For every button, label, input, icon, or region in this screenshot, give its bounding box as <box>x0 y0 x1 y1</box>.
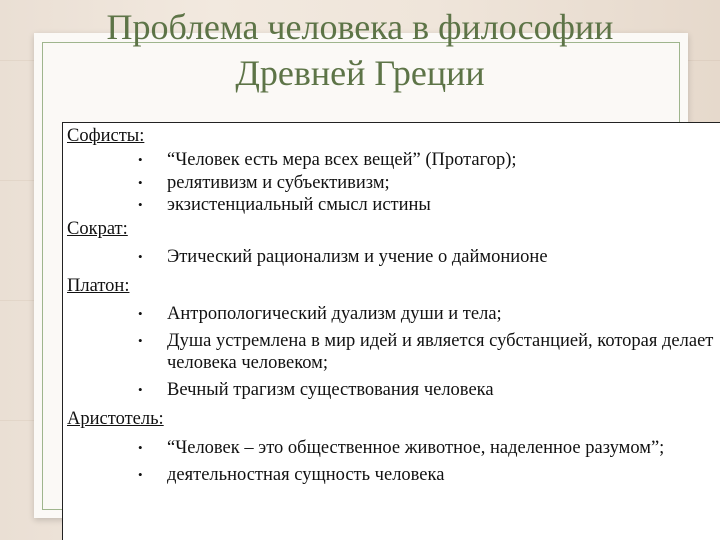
bullet-icon: • <box>138 440 143 455</box>
list-item: • Антропологический дуализм души и тела; <box>138 304 502 324</box>
section-sophists <box>67 124 717 217</box>
list-item: • Этический рационализм и учение о даймонионе <box>138 246 548 267</box>
bullet-icon: • <box>138 381 143 397</box>
bullet-icon: • <box>138 174 143 190</box>
section-heading: Платон: <box>67 276 130 296</box>
bullet-icon: • <box>138 332 143 348</box>
bullet-icon: • <box>138 197 143 212</box>
list-item: • “Человек есть мера всех вещей” (Протагор); <box>138 150 517 170</box>
section-heading: Софисты: <box>67 126 145 146</box>
bullet-icon: • <box>138 466 143 482</box>
section-socrates <box>67 217 717 269</box>
list-item: • “Человек – это общественное животное, наделенное разумом”; <box>138 438 665 458</box>
section-heading: Сократ: <box>67 218 128 239</box>
slide-title <box>0 4 720 96</box>
list-item: • деятельностная сущность человека <box>138 464 445 485</box>
section-plato <box>67 274 717 401</box>
bullet-icon: • <box>138 152 143 167</box>
list-item: • релятивизм и субъективизм; <box>138 172 390 193</box>
title-line-2: Древней Греции <box>235 53 485 93</box>
list-item: • Вечный трагизм существования человека <box>138 379 494 400</box>
bullet-icon: • <box>138 306 143 321</box>
title-line-1: Проблема человека в философии <box>106 7 614 47</box>
list-item: • экзистенциальный смысл истины <box>138 195 431 215</box>
section-aristotle <box>67 407 717 486</box>
bullet-icon: • <box>138 248 143 264</box>
content-text <box>67 124 717 486</box>
section-heading: Аристотель: <box>67 409 164 429</box>
list-item: • Душа устремлена в мир идей и является субстанцией, которая делает человека человеком; <box>138 330 714 373</box>
